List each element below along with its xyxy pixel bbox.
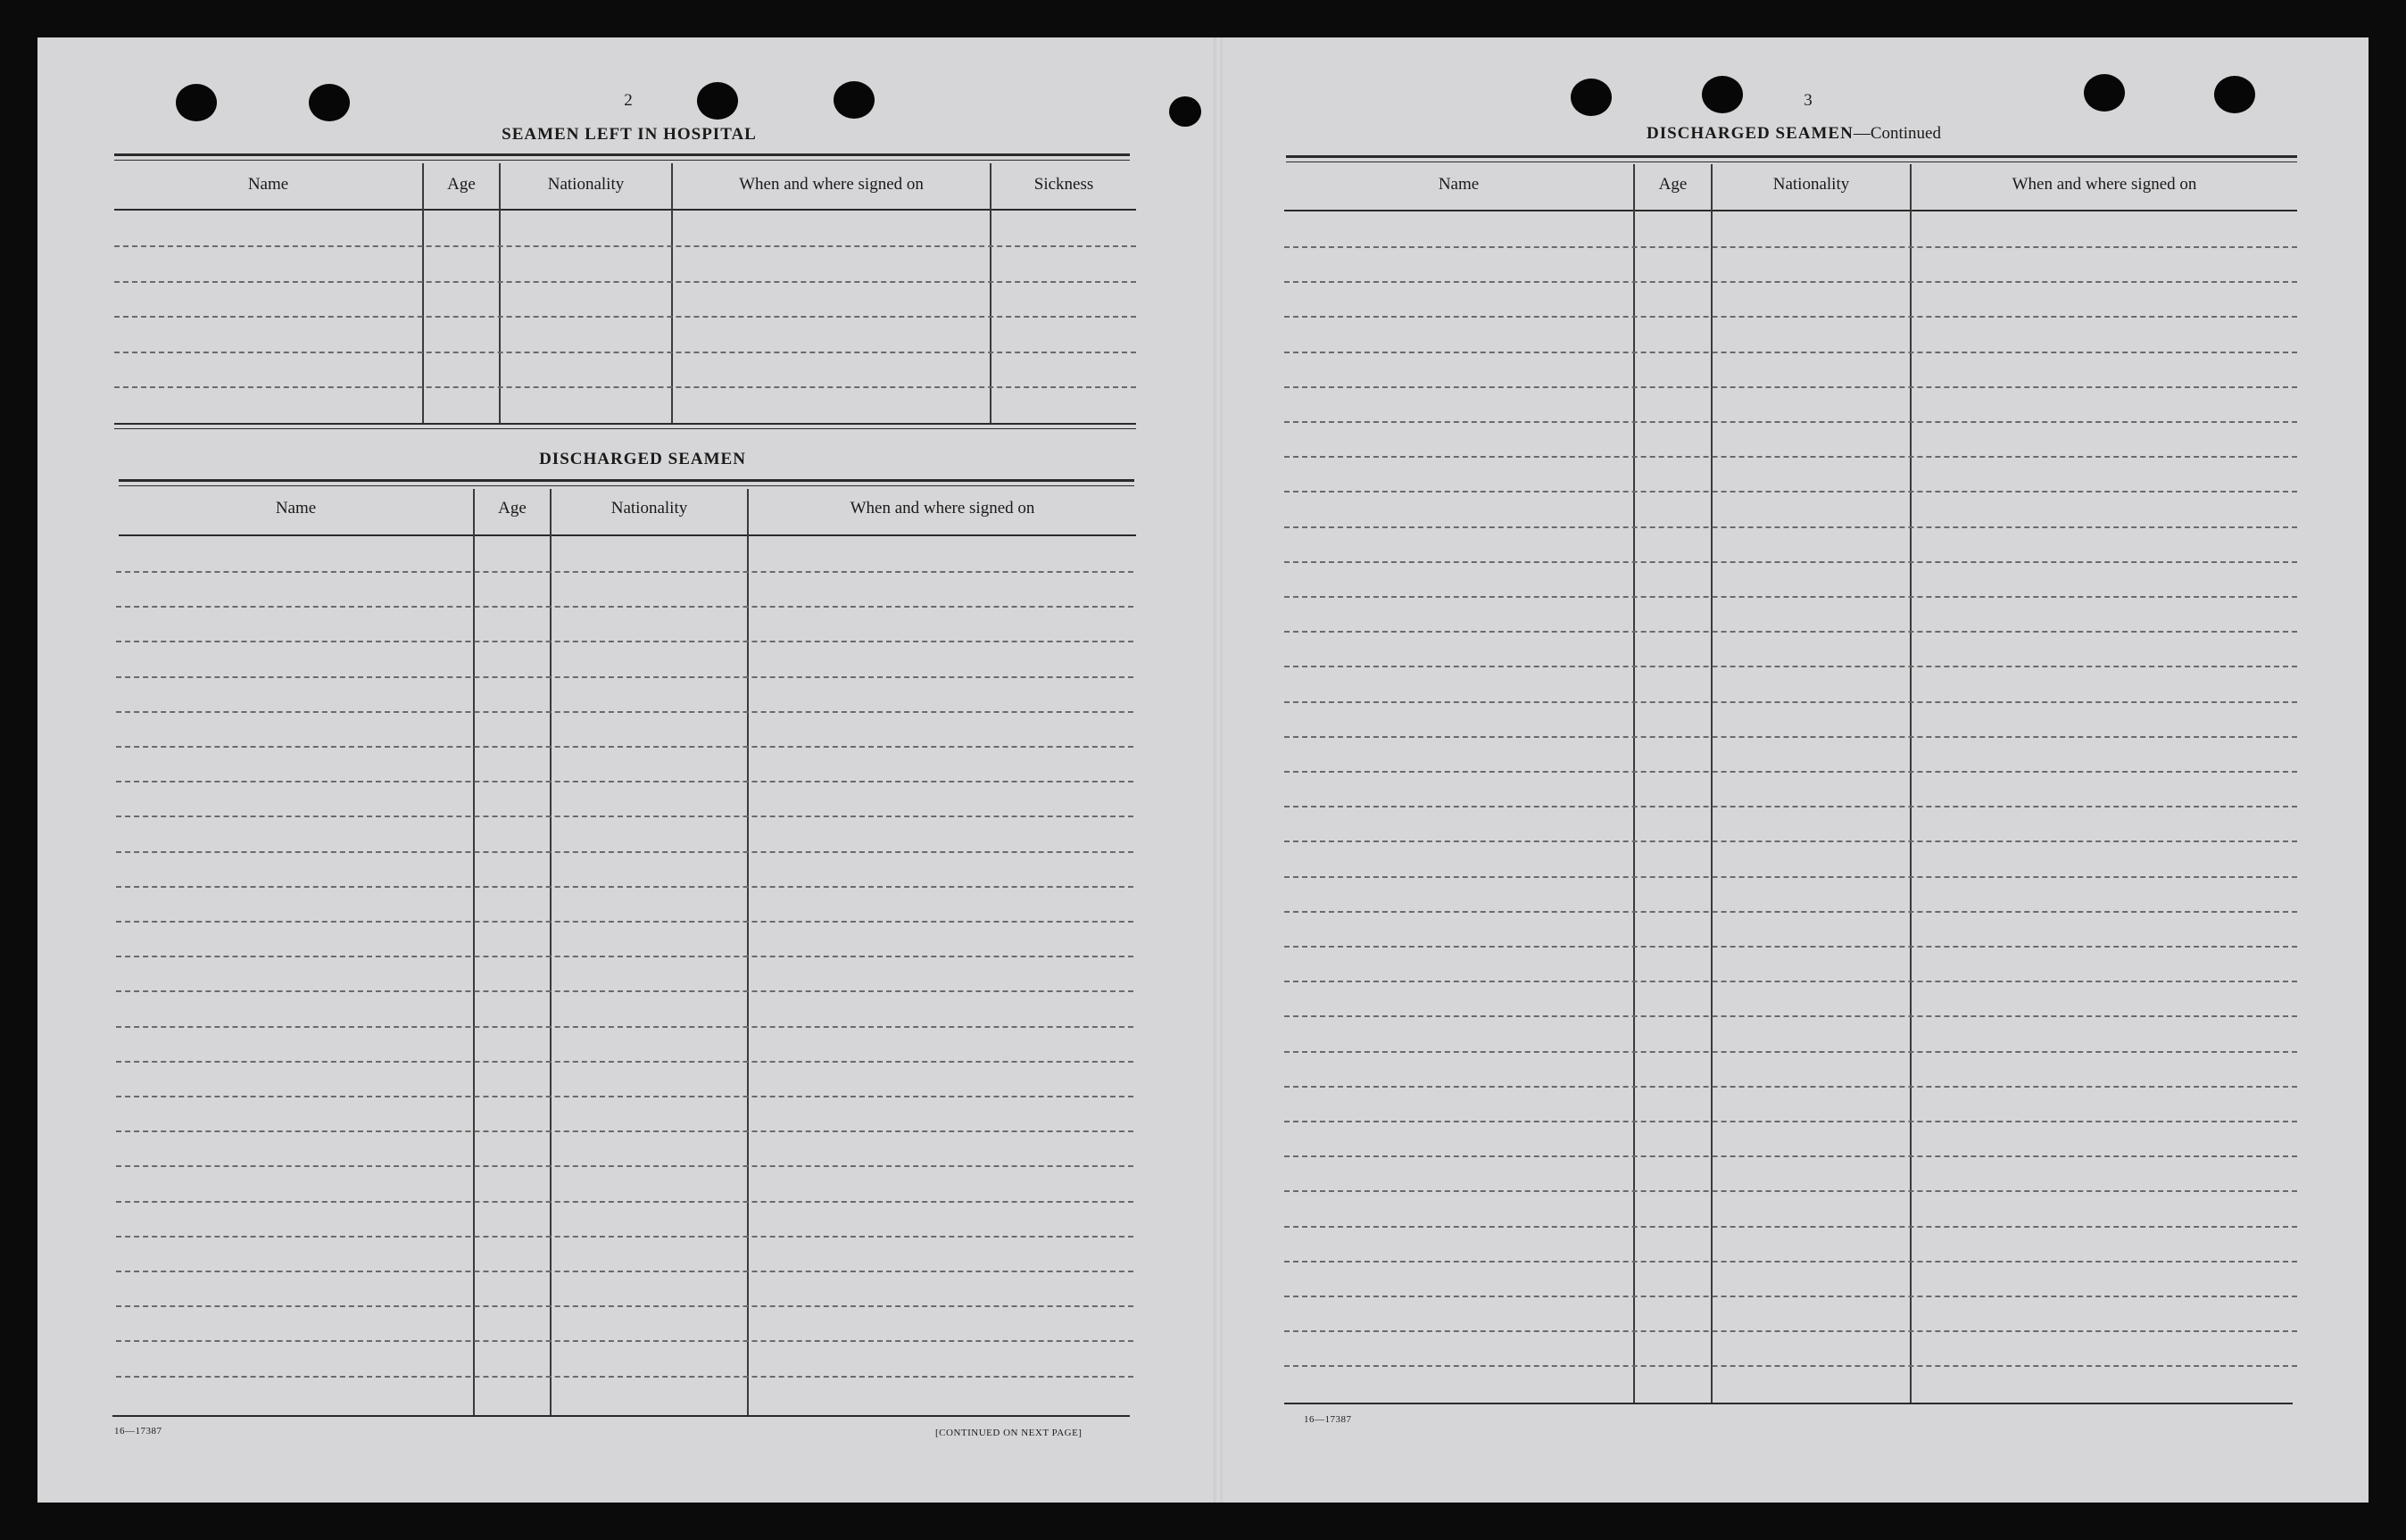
discharged-continued-entry-line: [1284, 491, 2297, 493]
right-header-name: Name: [1438, 175, 1480, 194]
col-divider: [550, 489, 552, 1415]
discharged-top-rule-thin: [119, 485, 1134, 486]
discharged-entry-line: [116, 1165, 1133, 1167]
discharged-header-signed-on: When and where signed on: [850, 499, 1035, 517]
hospital-entry-line: [114, 245, 1136, 247]
discharged-continued-entry-line: [1284, 981, 2297, 982]
discharged-continued-entry-line: [1284, 876, 2297, 878]
discharged-top-rule: [119, 479, 1134, 482]
discharged-continued-entry-line: [1284, 1330, 2297, 1332]
hospital-top-rule-thin: [114, 160, 1130, 161]
right-header-rule: [1284, 210, 2297, 211]
punch-hole: [1702, 76, 1743, 113]
right-top-rule: [1286, 155, 2297, 158]
discharged-continued-entry-line: [1284, 246, 2297, 248]
discharged-entry-line: [116, 571, 1133, 573]
punch-hole: [176, 84, 217, 121]
form-number: 16—17387: [1304, 1414, 1352, 1425]
discharged-entry-line: [116, 1376, 1133, 1378]
discharged-continued-entry-line: [1284, 456, 2297, 458]
discharged-continued-entry-line: [1284, 1155, 2297, 1157]
discharged-entry-line: [116, 641, 1133, 642]
discharged-continued-title: [1562, 124, 2026, 144]
right-header-signed-on: When and where signed on: [2012, 175, 2197, 194]
discharged-entry-line: [116, 1130, 1133, 1132]
punch-hole: [697, 82, 738, 120]
discharged-continued-entry-line: [1284, 1190, 2297, 1192]
punch-hole: [2214, 76, 2255, 113]
discharged-continued-entry-line: [1284, 316, 2297, 318]
discharged-entry-line: [116, 956, 1133, 957]
discharged-entry-line: [116, 1305, 1133, 1307]
discharged-header-name: Name: [275, 499, 317, 517]
discharged-continued-entry-line: [1284, 1015, 2297, 1017]
discharged-entry-line: [116, 816, 1133, 817]
hospital-entry-line: [114, 316, 1136, 318]
discharged-entry-line: [116, 1096, 1133, 1097]
col-divider: [473, 489, 475, 1415]
discharged-entry-line: [116, 990, 1133, 992]
title-suffix: —Continued: [1853, 124, 1941, 143]
discharged-entry-line: [116, 746, 1133, 748]
discharged-continued-entry-line: [1284, 1226, 2297, 1228]
discharged-continued-entry-line: [1284, 596, 2297, 598]
discharged-continued-entry-line: [1284, 1121, 2297, 1122]
hospital-section-title: SEAMEN LEFT IN HOSPITAL: [502, 125, 757, 144]
discharged-entry-line: [116, 921, 1133, 923]
discharged-entry-line: [116, 851, 1133, 853]
discharged-continued-entry-line: [1284, 736, 2297, 738]
discharged-continued-entry-line: [1284, 1261, 2297, 1263]
discharged-entry-line: [116, 1061, 1133, 1063]
discharged-section-title: DISCHARGED SEAMEN: [539, 450, 746, 468]
discharged-bottom-rule: [112, 1415, 1130, 1417]
discharged-entry-line: [116, 781, 1133, 782]
discharged-continued-entry-line: [1284, 840, 2297, 842]
discharged-entry-line: [116, 676, 1133, 678]
col-divider: [990, 163, 991, 423]
hospital-header-name: Name: [247, 175, 289, 194]
right-header-nationality: Nationality: [1772, 175, 1850, 194]
page-fold: [1214, 37, 1223, 1503]
discharged-continued-entry-line: [1284, 1086, 2297, 1088]
discharged-continued-entry-line: [1284, 1051, 2297, 1053]
page-number: 3: [1804, 91, 1813, 110]
discharged-continued-entry-line: [1284, 561, 2297, 563]
hospital-entry-line: [114, 352, 1136, 353]
hospital-header-nationality: Nationality: [547, 175, 625, 194]
col-divider: [671, 163, 673, 423]
discharged-continued-entry-line: [1284, 666, 2297, 667]
discharged-continued-entry-line: [1284, 1365, 2297, 1367]
discharged-entry-line: [116, 1026, 1133, 1028]
hospital-bottom-rule-thin: [114, 428, 1136, 429]
col-divider: [1711, 164, 1713, 1403]
punch-hole: [1571, 79, 1612, 116]
discharged-header-age: Age: [498, 499, 527, 517]
discharged-header-nationality: Nationality: [610, 499, 688, 517]
discharged-continued-entry-line: [1284, 526, 2297, 528]
col-divider: [422, 163, 424, 423]
discharged-entry-line: [116, 1271, 1133, 1272]
form-number: 16—17387: [114, 1426, 162, 1437]
discharged-entry-line: [116, 711, 1133, 713]
discharged-continued-entry-line: [1284, 946, 2297, 948]
continued-note: [CONTINUED ON NEXT PAGE]: [935, 1428, 1083, 1438]
hospital-top-rule: [114, 153, 1130, 156]
discharged-entry-line: [116, 1201, 1133, 1203]
document-paper: [37, 37, 2369, 1503]
col-divider: [1633, 164, 1635, 1403]
right-header-age: Age: [1658, 175, 1688, 194]
discharged-continued-entry-line: [1284, 911, 2297, 913]
col-divider: [747, 489, 749, 1415]
discharged-header-rule: [119, 534, 1136, 536]
discharged-entry-line: [116, 1340, 1133, 1342]
hospital-header-signed-on: When and where signed on: [739, 175, 924, 194]
discharged-continued-entry-line: [1284, 1296, 2297, 1297]
page-number: 2: [624, 91, 633, 110]
punch-hole: [309, 84, 350, 121]
title-main: DISCHARGED SEAMEN: [1646, 124, 1854, 143]
discharged-continued-entry-line: [1284, 281, 2297, 283]
discharged-continued-entry-line: [1284, 771, 2297, 773]
col-divider: [499, 163, 501, 423]
discharged-entry-line: [116, 886, 1133, 888]
right-bottom-rule: [1284, 1403, 2293, 1404]
hospital-header-rule: [114, 209, 1136, 211]
discharged-continued-entry-line: [1284, 806, 2297, 807]
hospital-header-age: Age: [447, 175, 476, 194]
punch-hole: [834, 81, 875, 119]
hospital-entry-line: [114, 386, 1136, 388]
punch-hole: [1169, 96, 1201, 127]
hospital-header-sickness: Sickness: [1033, 175, 1094, 194]
hospital-bottom-rule: [114, 423, 1136, 425]
discharged-continued-entry-line: [1284, 421, 2297, 423]
discharged-entry-line: [116, 606, 1133, 608]
right-top-rule-thin: [1286, 161, 2297, 162]
discharged-continued-entry-line: [1284, 386, 2297, 388]
discharged-continued-entry-line: [1284, 701, 2297, 703]
discharged-continued-entry-line: [1284, 631, 2297, 633]
hospital-entry-line: [114, 281, 1136, 283]
discharged-continued-entry-line: [1284, 352, 2297, 353]
col-divider: [1910, 164, 1912, 1403]
discharged-entry-line: [116, 1236, 1133, 1238]
punch-hole: [2084, 74, 2125, 112]
